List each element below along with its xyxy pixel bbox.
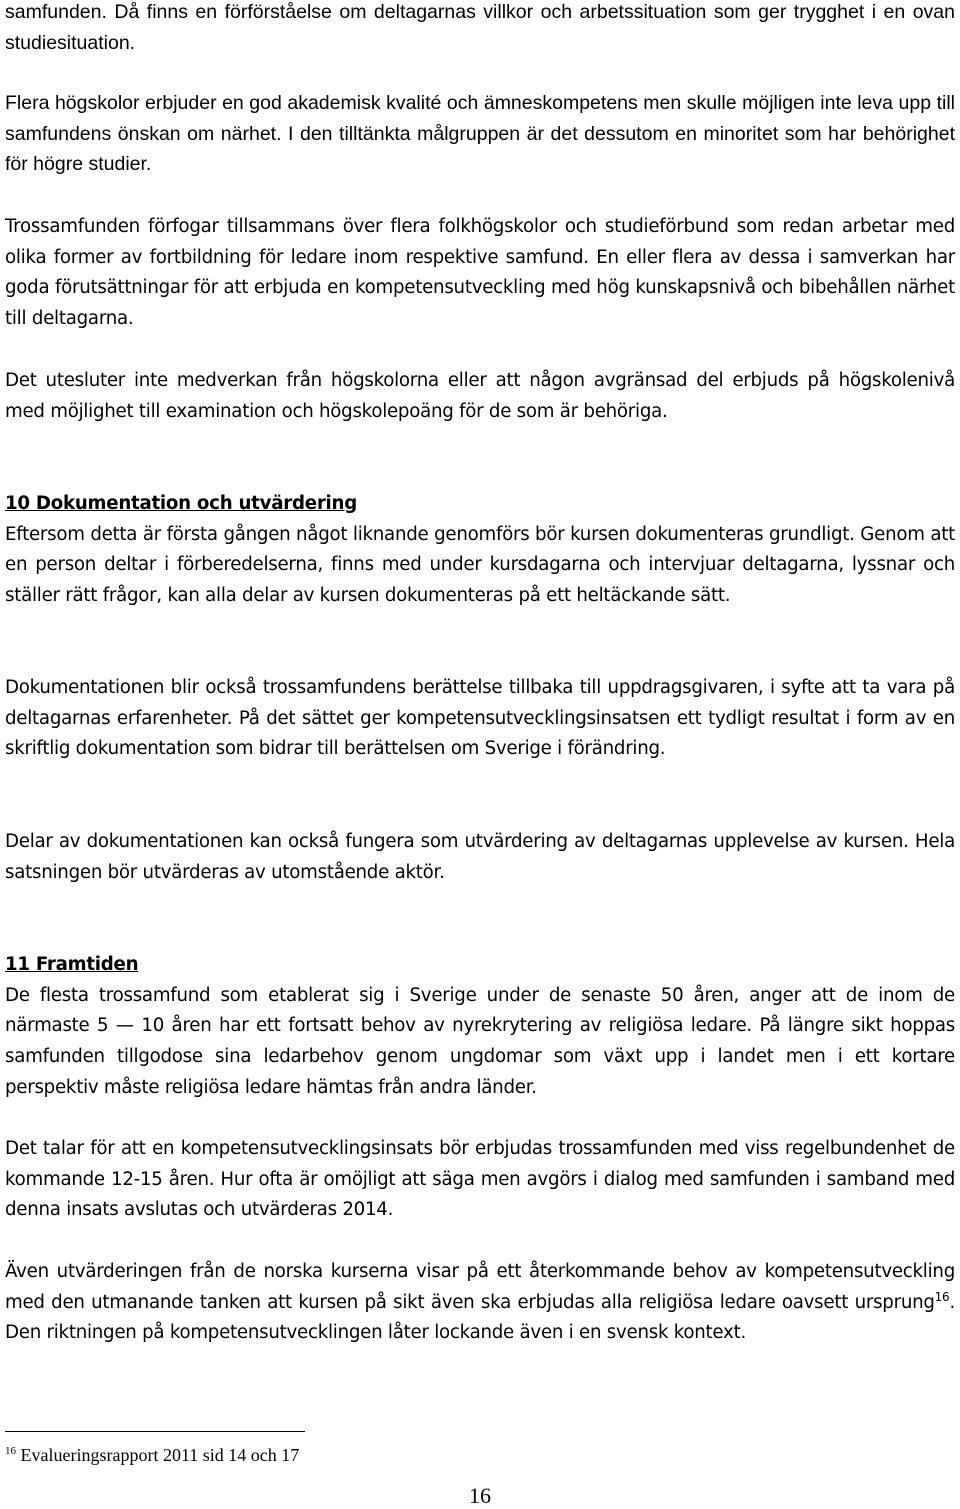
paragraph-text-part: Även utvärderingen från de norska kurserna visar på ett återkommande behov av kompetensutveckling med den utmanande tanken att kursen på sikt även ska erbjudas alla religiösa ledare oavsett ursprung (5, 1261, 955, 1313)
section-11 (5, 950, 955, 1104)
paragraph-trossamfunden (5, 212, 955, 335)
paragraph-dokumentationen (5, 673, 955, 765)
paragraph-utesluter (5, 366, 955, 427)
paragraph-continuation (5, 0, 955, 58)
paragraph-text: Delar av dokumentationen kan också fungera som utvärdering av deltagarnas upplevelse av kursen. Hela satsningen bör utvärderas av utomstående aktör. (5, 831, 955, 883)
paragraph-text: Det talar för att en kompetensutvecklingsinsats bör erbjudas trossamfunden med viss regelbundenhet de kommande 12-15 åren. Hur ofta är omöjligt att säga men avgörs i dialog med samfunden i samband med denna insats avslutas och utvärderas 2014. (5, 1138, 955, 1221)
footnote-reference: 16 (934, 1289, 950, 1304)
paragraph-delar (5, 827, 955, 888)
paragraph-text: Flera högskolor erbjuder en god akademisk kvalité och ämneskompetens men skulle möjligen inte leva upp till samfundens önskan om närhet. I den tilltänkta målgruppen är det dessutom en minoritet som har behörighet för högre studier. (5, 92, 955, 176)
footnote (5, 1442, 299, 1468)
paragraph-text (5, 1257, 955, 1349)
page-number: 16 (469, 1483, 491, 1508)
footnote-divider (5, 1431, 305, 1432)
paragraph-text: Eftersom detta är första gången något liknande genomförs bör kursen dokumenteras grundligt. Genom att en person deltar i förberedelserna, finns med under kursdagarna och intervjuar deltagarna, lyssnar och ställer rätt frågor, kan alla delar av kursen dokumenteras på ett heltäckande sätt. (5, 523, 955, 607)
paragraph-text: samfunden. Då finns en förförståelse om deltagarnas villkor och arbetssituation som ger trygghet i en ovan studiesituation. (5, 1, 955, 54)
paragraph-aven (5, 1257, 955, 1349)
footnote-number: 16 (5, 1445, 16, 1457)
paragraph-hogskolor (5, 88, 955, 180)
section-10 (5, 489, 955, 612)
paragraph-det-talar (5, 1134, 955, 1226)
paragraph-text-part: . Den riktningen på kompetensutvecklingen låter lockande även i en svensk kontext. (5, 1291, 955, 1344)
paragraph-text: De flesta trossamfund som etablerat sig i Sverige under de senaste 50 åren, anger att de inom de närmaste 5 — 10 åren har ett fortsatt behov av nyrekrytering av religiösa ledare. På längre sikt hoppas samfunden tillgodose sina ledarbehov genom ungdomar som växt upp i landet men i ett kortare perspektiv måste religiösa ledare hämtas från andra länder. (5, 984, 955, 1098)
paragraph-text: Det utesluter inte medverkan från högskolorna eller att någon avgränsad del erbjuds på högskolenivå med möjlighet till examination och högskolepoäng för de som är behöriga. (5, 370, 955, 422)
paragraph-text: Trossamfunden förfogar tillsammans över flera folkhögskolor och studieförbund som redan arbetar med olika former av fortbildning för ledare inom respektive samfund. En eller flera av dessa i samverkan har goda förutsättningar för att erbjuda en kompetensutveckling med hög kunskapsnivå och bibehållen närhet till deltagarna. (5, 216, 955, 330)
section-heading: 10 Dokumentation och utvärdering (5, 493, 358, 514)
section-heading: 11 Framtiden (5, 954, 139, 975)
footnote-text: Evalueringsrapport 2011 sid 14 och 17 (16, 1445, 300, 1465)
paragraph-text: Dokumentationen blir också trossamfundens berättelse tillbaka till uppdragsgivaren, i syfte att ta vara på deltagarnas erfarenheter. På det sättet ger kompetensutvecklingsinsatsen ett tydligt resultat i form av en skriftlig dokumentation som bidrar till berättelsen om Sverige i förändring. (5, 677, 955, 760)
